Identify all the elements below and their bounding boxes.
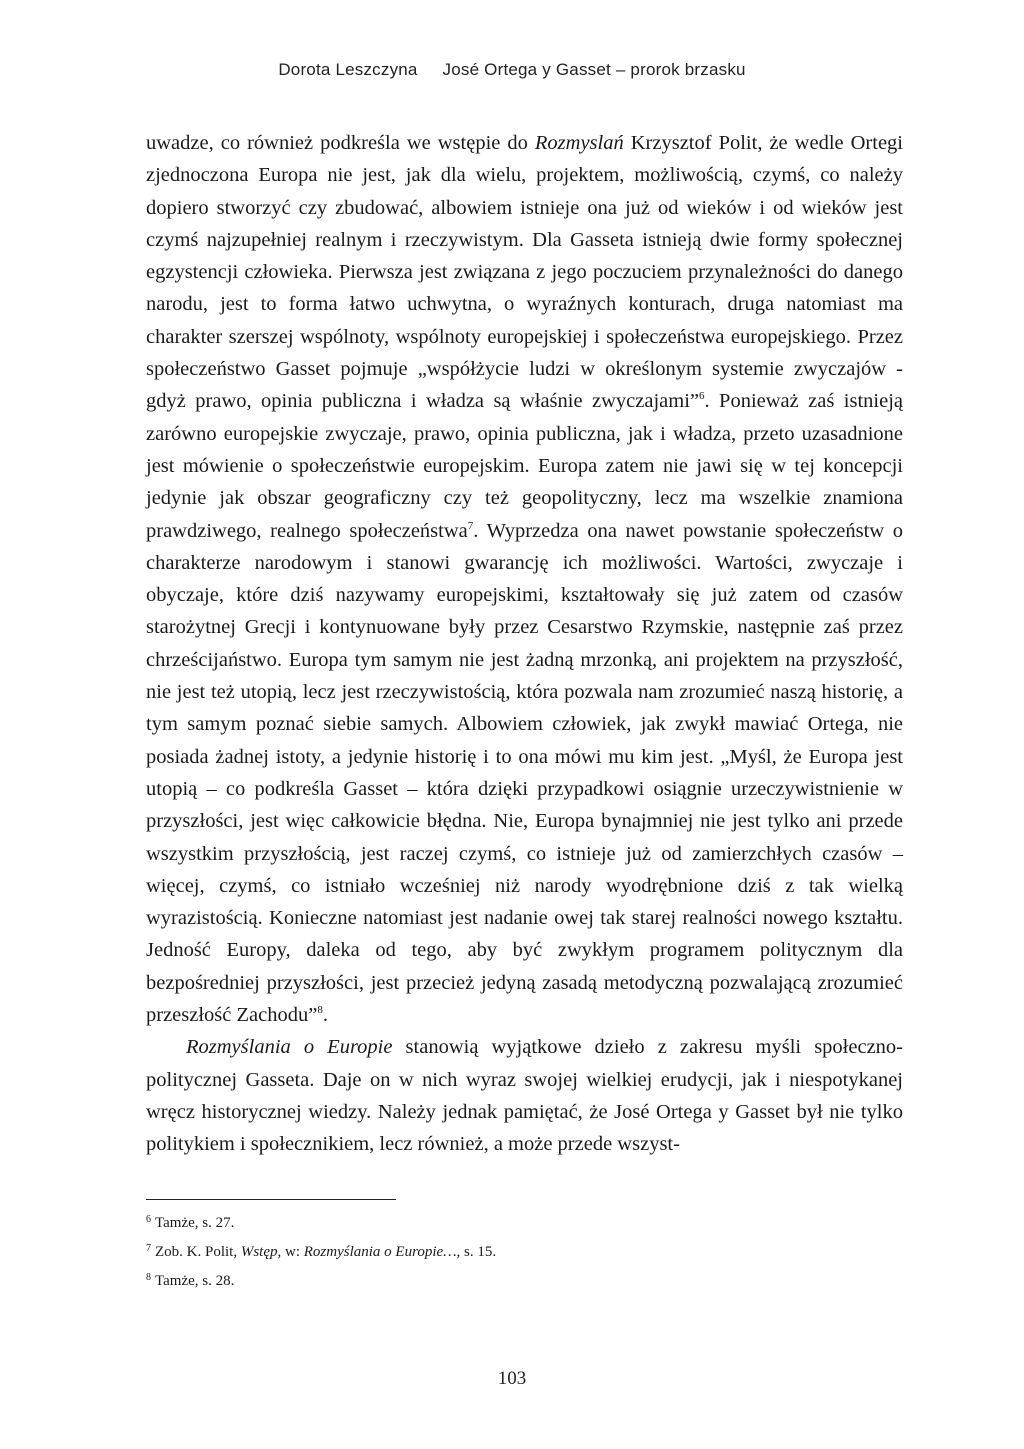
footnote-text-c: , s. 15. bbox=[456, 1244, 497, 1260]
footnote-ref-6: 6 bbox=[699, 390, 705, 403]
p2-italic-title: Rozmyślania o Europie bbox=[186, 1036, 393, 1059]
footnote-text: Tamże, s. 28. bbox=[155, 1273, 235, 1289]
p1-italic-title: Rozmyslań bbox=[534, 132, 624, 154]
footnote-6 bbox=[146, 1212, 903, 1241]
page-number: 103 bbox=[497, 1368, 527, 1389]
p1-text-d: . Wyprzedza ona nawet powstanie społeczeństw o charakterze narodowym i stanowi gwarancję ich możliwości. Wartości, zwyczaje i obyczaje, które dziś nazywamy europejskimi, kształtowały się już zatem od czasów starożytnej Grecji i kontynuowane były przez Cesarstwo Rzymskie, następnie zaś przez chrześcijaństwo. Europa tym samym nie jest żadną mrzonką, ani projektem na przyszłość, nie jest też utopią, lecz jest rzeczywistością, która pozwala nam zrozumieć naszą historię, a tym samym poznać siebie samych. Albowiem człowiek, jak zwykł mawiać Ortega, nie posiada żadnej istoty, a jedynie historię i to ona mówi mu kim jest. „Myśl, że Europa jest utopią – co podkreśla Gasset – która dzięki przypadkowi osiągnie urzeczywistnienie w przyszłości, jest więc całkowicie błędna. Nie, Europa bynajmniej nie jest tylko ani przede wszystkim przyszłością, jest raczej czymś, co istnieje już od zamierzchłych czasów – więcej, czymś, co istniało wcześniej niż narody wyodrębnione dziś z tak wielką wyrazistością. Konieczne natomiast jest nadanie owej tak starej realności nowego kształtu. Jedność Europy, daleka od tego, aby być zwykłym programem politycznym dla bezpośredniej przyszłości, jest przecież jedyną zasadą metodyczną pozwalającą zrozumieć przeszłość Zachodu” bbox=[146, 519, 903, 1027]
footnote-text: Tamże, s. 27. bbox=[155, 1215, 235, 1231]
footnote-8 bbox=[146, 1270, 903, 1299]
p2-text-a: stanowią wyjątkowe dzieło z zakresu myśli społeczno-politycznej Gasseta. Daje on w nich wyraz swojej wielkiej erudycji, jak i niespotykanej wręcz historycznej wiedzy. Należy jednak pamiętać, że José Ortega y Gasset był nie tylko politykiem i społecznikiem, lecz również, a może przede wszyst- bbox=[146, 1036, 903, 1156]
footnote-separator bbox=[146, 1199, 396, 1200]
running-head bbox=[0, 60, 1024, 80]
paragraph-1 bbox=[146, 127, 903, 1031]
footnotes bbox=[146, 1212, 903, 1299]
footnote-number: 6 bbox=[146, 1214, 151, 1225]
footnote-number: 8 bbox=[146, 1272, 151, 1283]
footnote-ref-8: 8 bbox=[317, 1004, 323, 1017]
p1-text-b: Krzysztof Polit, że wedle Ortegi zjednoczona Europa nie jest, jak dla wielu, projektem, możliwością, czymś, co należy dopiero stworzyć czy zbudować, albowiem istnieje ona już od wieków i od wieków jest czymś najzupełniej realnym i rzeczywistym. Dla Gasseta istnieją dwie formy społecznej egzystencji człowieka. Pierwsza jest związana z jego poczuciem przynależności do danego narodu, jest to forma łatwo uchwytna, o wyraźnych konturach, druga natomiast ma charakter szerszej wspólnoty, wspólnoty europejskiej i społeczeństwa europejskiego. Przez społeczeństwo Gasset pojmuje „współżycie ludzi w określonym systemie zwyczajów - gdyż prawo, opinia publiczna i władza są właśnie zwyczajami” bbox=[146, 132, 903, 413]
header-title: José Ortega y Gasset – prorok brzasku bbox=[442, 60, 746, 79]
header-author: Dorota Leszczyna bbox=[278, 60, 418, 79]
body-text bbox=[146, 127, 903, 1161]
p1-text-c: . Ponieważ zaś istnieją zarówno europejskie zwyczaje, prawo, opinia publiczna, jak i władza, przeto uzasadnione jest mówienie o społeczeństwie europejskim. Europa zatem nie jawi się w tej koncepcji jedynie jak obszar geograficzny czy też geopolityczny, lecz ma wszelkie znamiona prawdziwego, realnego społeczeństwa bbox=[146, 390, 903, 542]
p1-text-e: . bbox=[322, 1004, 328, 1027]
footnote-text-a: Zob. K. Polit, bbox=[155, 1244, 241, 1260]
p1-text-a: uwadze, co również podkreśla we wstępie do bbox=[146, 132, 535, 154]
footnote-number: 7 bbox=[146, 1243, 151, 1254]
footnote-ref-7: 7 bbox=[467, 519, 474, 532]
paragraph-2 bbox=[146, 1031, 903, 1160]
footnote-italic-a: Wstęp bbox=[240, 1244, 278, 1260]
footnote-7 bbox=[146, 1241, 903, 1270]
footnote-italic-b: Rozmyślania o Europie… bbox=[303, 1244, 457, 1260]
footnote-text-b: , w: bbox=[277, 1244, 304, 1260]
